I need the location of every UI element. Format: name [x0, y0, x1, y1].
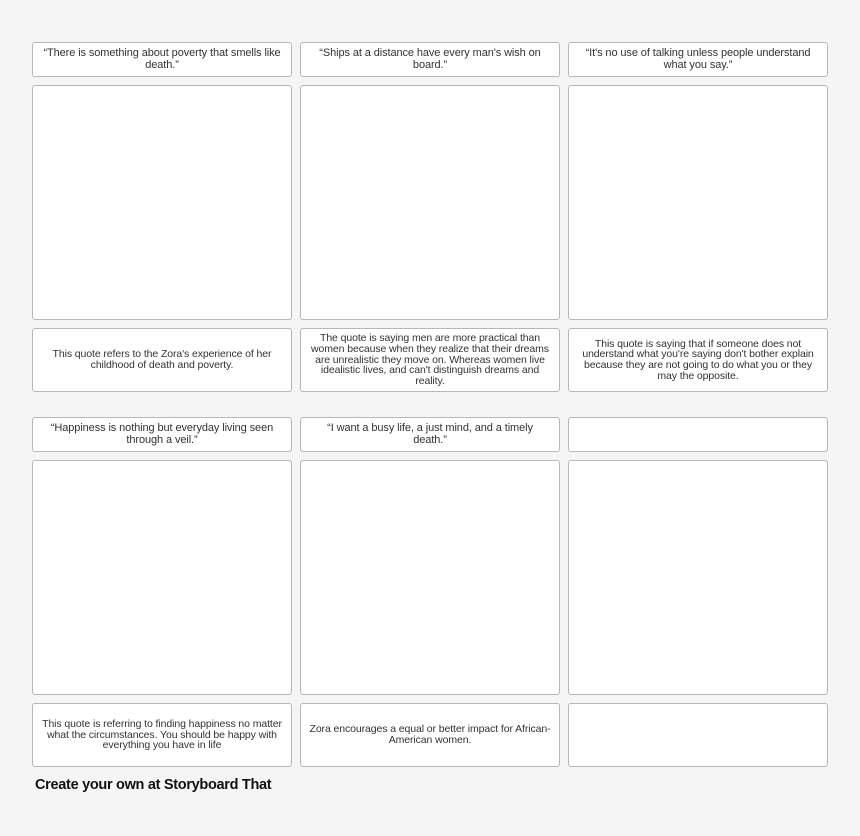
cell-2-title: “Ships at a distance have every man's wish on board.” [319, 47, 541, 71]
cell-4-title-box[interactable] [32, 417, 292, 452]
cell-1-title-box[interactable] [32, 42, 292, 77]
cell-5-title: “I want a busy life, a just mind, and a timely death.” [327, 422, 533, 446]
cell-2-image-panel[interactable] [300, 85, 560, 320]
cell-5-description-box[interactable] [300, 703, 560, 767]
cell-3-description-box[interactable] [568, 328, 828, 392]
cell-4-description-box[interactable] [32, 703, 292, 767]
cell-4-title: “Happiness is nothing but everyday living seen through a veil.” [50, 422, 274, 446]
cell-5-image-panel[interactable] [300, 460, 560, 695]
create-your-own-link[interactable]: Create your own at Storyboard That [35, 777, 272, 793]
cell-2-description: The quote is saying men are more practical than women because when they realize that their dreams are unrealistic they move on. Whereas women live idealistic lives, and can't distinguish dreams and reality. [311, 332, 549, 388]
cell-6-image-panel[interactable] [568, 460, 828, 695]
cell-1-title: “There is something about poverty that smells like death.” [43, 47, 281, 71]
cell-2-title-box[interactable] [300, 42, 560, 77]
cell-6-description-box[interactable] [568, 703, 828, 767]
cell-5-description: Zora encourages a equal or better impact for African-American women. [309, 723, 551, 746]
cell-3-title: “It's no use of talking unless people understand what you say.” [585, 47, 811, 71]
cell-1-image-panel[interactable] [32, 85, 292, 320]
cell-6-title-box[interactable] [568, 417, 828, 452]
cell-4-image-panel[interactable] [32, 460, 292, 695]
cell-1-description-box[interactable] [32, 328, 292, 392]
cell-3-description: This quote is saying that if someone does not understand what you're saying don't bother explain because they are not going to do what you or they may the opposite. [582, 337, 814, 382]
cell-3-title-box[interactable] [568, 42, 828, 77]
cell-2-description-box[interactable] [300, 328, 560, 392]
cell-5-title-box[interactable] [300, 417, 560, 452]
cell-4-description: This quote is referring to finding happiness no matter what the circumstances. You should be happy with everything you have in life [42, 717, 282, 752]
cell-3-image-panel[interactable] [568, 85, 828, 320]
cell-1-description: This quote refers to the Zora's experience of her childhood of death and poverty. [52, 348, 272, 371]
